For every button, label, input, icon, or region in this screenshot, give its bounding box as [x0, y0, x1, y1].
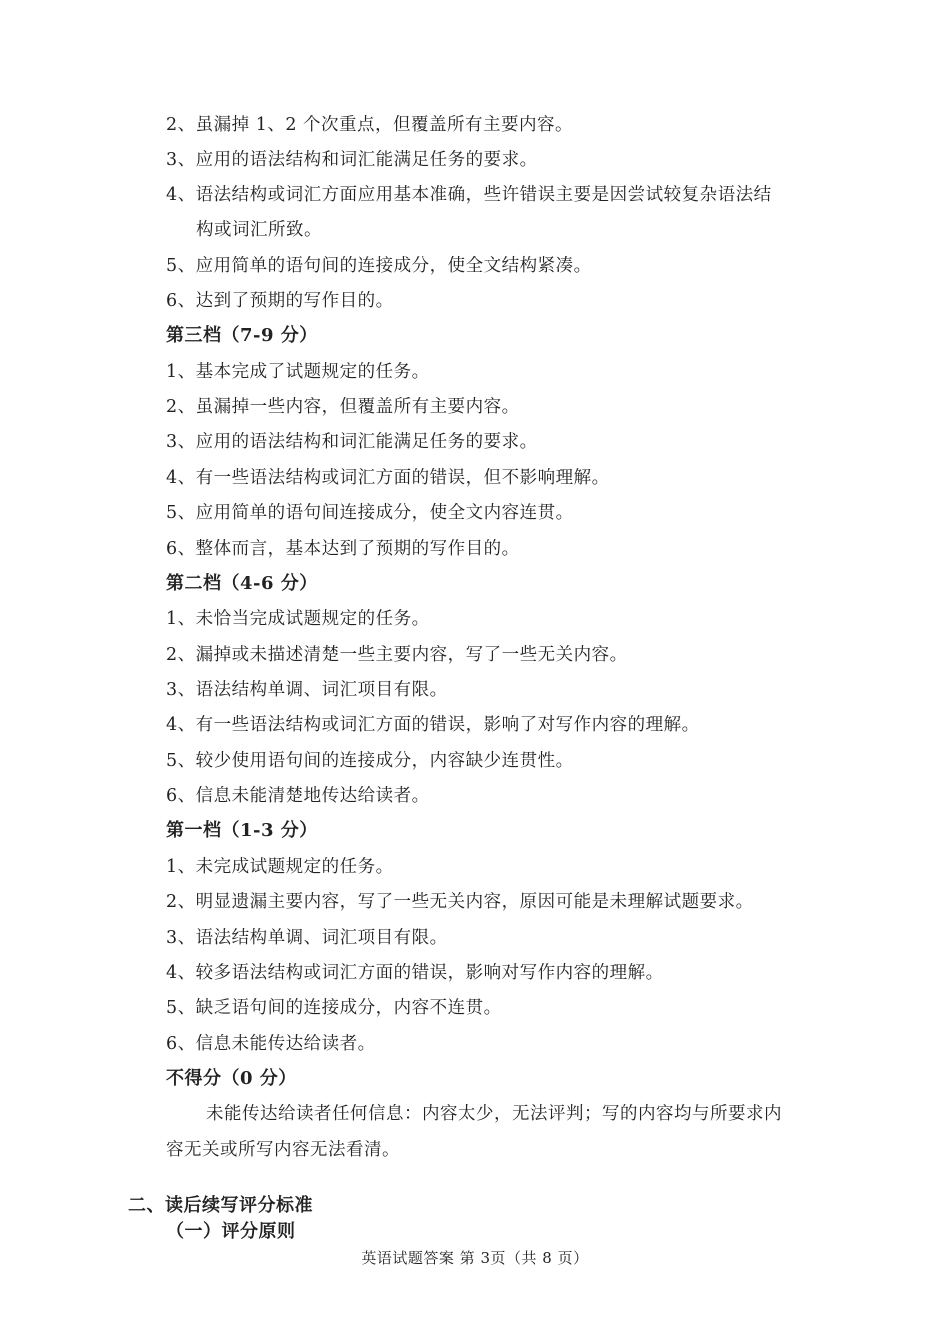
list-item: 6、信息未能清楚地传达给读者。	[166, 786, 430, 806]
page-footer: 英语试题答案 第 3页（共 8 页）	[361, 1249, 589, 1267]
list-item: 1、未恰当完成试题规定的任务。	[166, 609, 430, 629]
list-item: 5、应用简单的语句间的连接成分，使全文结构紧凑。	[166, 256, 592, 276]
list-item: 5、缺乏语句间的连接成分，内容不连贯。	[166, 998, 502, 1018]
list-item-continuation: 构或词汇所致。	[196, 220, 322, 240]
list-item: 1、基本完成了试题规定的任务。	[166, 362, 430, 382]
list-item: 4、较多语法结构或词汇方面的错误，影响对写作内容的理解。	[166, 963, 664, 983]
list-item: 1、未完成试题规定的任务。	[166, 857, 394, 877]
tier0-heading: 不得分（0 分）	[166, 1068, 297, 1089]
list-item: 3、语法结构单调、词汇项目有限。	[166, 680, 448, 700]
list-item: 6、整体而言，基本达到了预期的写作目的。	[166, 539, 520, 559]
list-item: 3、应用的语法结构和词汇能满足任务的要求。	[166, 150, 538, 170]
tier0-paragraph-line: 容无关或所写内容无法看清。	[166, 1140, 400, 1160]
list-item: 2、漏掉或未描述清楚一些主要内容，写了一些无关内容。	[166, 645, 628, 665]
tier3-heading: 第三档（7-9 分）	[166, 325, 318, 346]
list-item: 6、达到了预期的写作目的。	[166, 291, 394, 311]
list-item: 3、应用的语法结构和词汇能满足任务的要求。	[166, 432, 538, 452]
list-item: 4、语法结构或词汇方面应用基本准确，些许错误主要是因尝试较复杂语法结	[166, 185, 772, 205]
tier2-heading: 第二档（4-6 分）	[166, 573, 318, 594]
tier0-paragraph-line: 未能传达给读者任何信息：内容太少，无法评判；写的内容均与所要求内	[206, 1104, 782, 1124]
list-item: 2、虽漏掉 1、2 个次重点，但覆盖所有主要内容。	[166, 115, 574, 135]
list-item: 2、明显遗漏主要内容，写了一些无关内容，原因可能是未理解试题要求。	[166, 892, 754, 912]
list-item: 4、有一些语法结构或词汇方面的错误，但不影响理解。	[166, 468, 610, 488]
list-item: 4、有一些语法结构或词汇方面的错误，影响了对写作内容的理解。	[166, 715, 700, 735]
list-item: 5、应用简单的语句间连接成分，使全文内容连贯。	[166, 503, 574, 523]
list-item: 2、虽漏掉一些内容，但覆盖所有主要内容。	[166, 397, 520, 417]
list-item: 3、语法结构单调、词汇项目有限。	[166, 928, 448, 948]
list-item: 5、较少使用语句间的连接成分，内容缺少连贯性。	[166, 751, 574, 771]
section-heading: 二、读后续写评分标准	[128, 1195, 313, 1216]
tier1-heading: 第一档（1-3 分）	[166, 820, 318, 841]
subsection-heading: （一）评分原则	[166, 1221, 296, 1242]
list-item: 6、信息未能传达给读者。	[166, 1034, 376, 1054]
